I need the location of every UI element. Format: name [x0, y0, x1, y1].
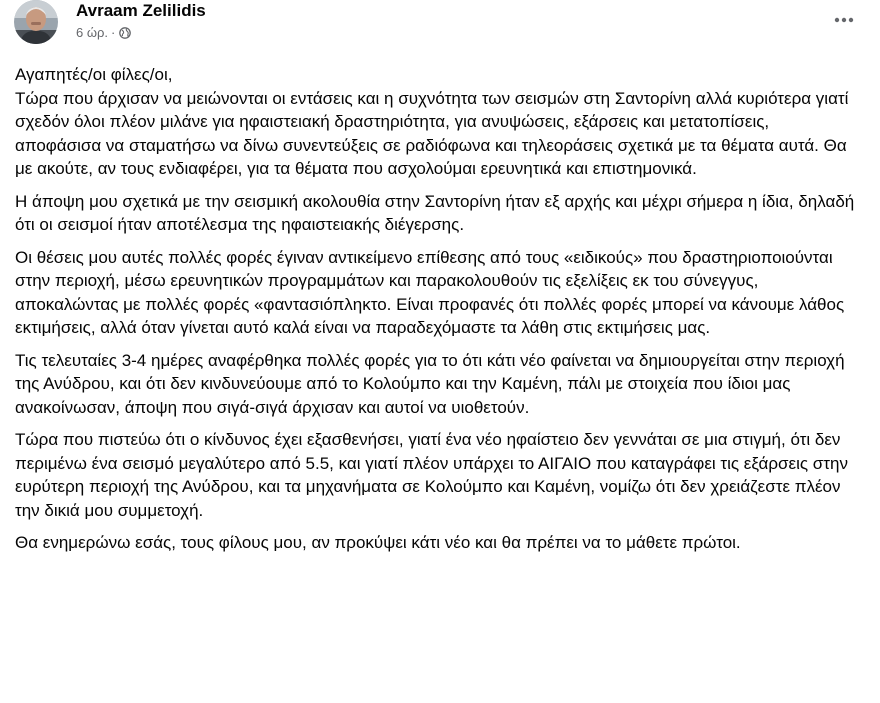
- more-horizontal-icon: [834, 17, 854, 23]
- post-meta: [76, 25, 206, 41]
- post-paragraph-4: Τις τελευταίες 3-4 ημέρες αναφέρθηκα πολλές φορές για το ότι κάτι νέο φαίνεται να δημιουργείται στην περιοχή της Ανύδρου, και ότι δεν κινδυνεύουμε από το Κολούμπο και την Καμένη, πάλι με στοιχεία που ίδιοι μας ανακοίνωσαν, άποψη που σιγά-σιγά άρχισαν και αυτοί να υιοθετούν.: [15, 350, 845, 417]
- greeting-line: Αγαπητές/οι φίλες/οι,: [15, 65, 173, 84]
- globe-icon[interactable]: [119, 27, 131, 39]
- author-avatar[interactable]: [14, 0, 58, 44]
- post-timestamp[interactable]: 6 ώρ.: [76, 25, 108, 40]
- post-header: [14, 0, 866, 50]
- meta-separator: ·: [111, 25, 116, 40]
- more-options-button[interactable]: [826, 2, 862, 38]
- post-paragraph-6: Θα ενημερώνω εσάς, τους φίλους μου, αν προκύψει κάτι νέο και θα πρέπει να το μάθετε πρώτοι.: [15, 533, 741, 552]
- post-paragraph-5: Τώρα που πιστεύω ότι ο κίνδυνος έχει εξασθενήσει, γιατί ένα νέο ηφαίστειο δεν γεννάται σε μια στιγμή, ότι δεν περιμένω ένα σεισμό μεγαλύτερο από 5.5, και γιατί πλέον υπάρχει το ΑΙΓΑΙΟ που καταγράφει τις εξάρσεις στην ευρύτερη περιοχή της Ανύδρου, και τα μηχανήματα σε Κολούμπο και Καμένη, νομίζω ότι δεν χρειάζεστε πλέον την δικιά μου συμμετοχή.: [15, 430, 848, 520]
- author-block: [76, 0, 206, 41]
- avatar-photo-icon: [14, 0, 58, 44]
- post-body: [15, 63, 860, 564]
- post-paragraph-3: Οι θέσεις μου αυτές πολλές φορές έγιναν αντικείμενο επίθεσης από τους «ειδικούς» που δραστηριοποιούνται στην περιοχή, μέσω ερευνητικών προγραμμάτων και παρακολουθούν τις εξελίξεις εκ του σύνεγγυς, αποκαλώντας με πολλές φορές «φαντασιόπληκτο. Είναι προφανές ότι πολλές φορές μπορεί να κάνουμε λάθος εκτιμήσεις, αλλά όταν γίνεται αυτό καλά είναι να παραδεχόμαστε τα λάθη στις εκτιμήσεις μας.: [15, 247, 845, 337]
- paragraph-1-text: Τώρα που άρχισαν να μειώνονται οι εντάσεις και η συχνότητα των σεισμών στη Σαντορίνη αλλά κυριότερα γιατί σχεδόν όλοι πλέον μιλάνε για ηφαιστειακή δραστηριότητα, για ανυψώσεις, εξάρσεις και μετατοπίσεις, αποφάσισα να σταματήσω να δίνω συνεντεύξεις σε ραδιόφωνα και τηλεοράσεις σχετικά με τα θέματα αυτά. Θα με ακούτε, αν τους ενδιαφέρει, για τα θέματα που ασχολούμαι ερευνητικά και επιστημονικά.: [15, 88, 849, 178]
- post-paragraph-2: Η άποψη μου σχετικά με την σεισμική ακολουθία στην Σαντορίνη ήταν εξ αρχής και μέχρι σήμερα η ίδια, δηλαδή ότι οι σεισμοί ήταν αποτέλεσμα της ηφαιστειακής διέγερσης.: [15, 191, 855, 234]
- post-paragraph-1: [15, 63, 860, 181]
- author-name[interactable]: Avraam Zelilidis: [76, 1, 206, 20]
